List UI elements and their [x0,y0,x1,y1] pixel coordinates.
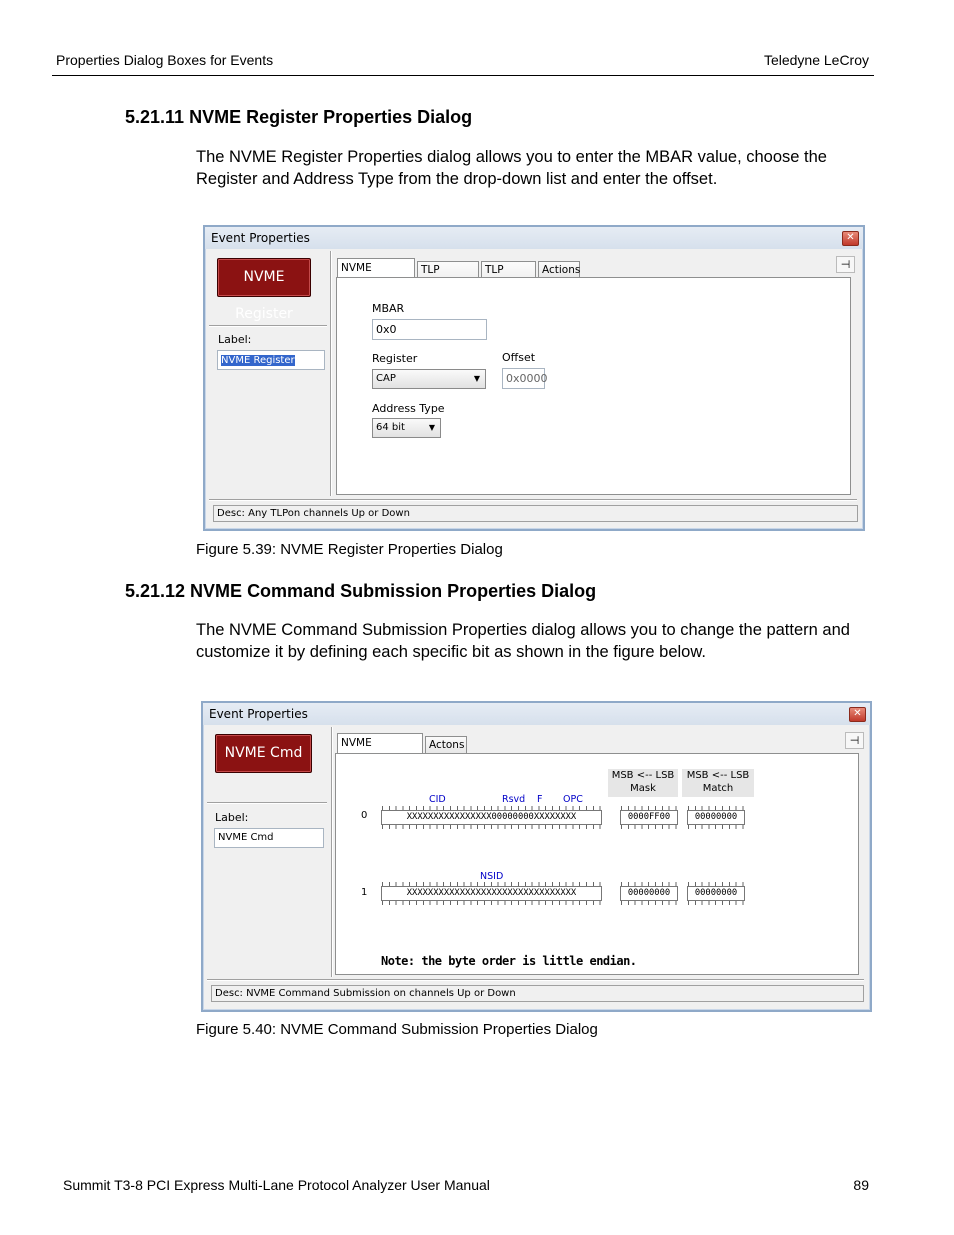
mask-bits-row1[interactable]: 00000000 [620,886,678,901]
close-icon[interactable]: ✕ [842,231,859,246]
description-bar: Desc: Any TLPon channels Up or Down [213,505,858,522]
field-label-nsid: NSID [480,871,504,882]
paragraph-line: Register and Address Type from the drop-down list and enter the offset. [196,170,718,188]
match-bits-row1[interactable]: 00000000 [687,886,745,901]
bit-ticks [621,825,677,829]
label-caption: Label: [218,333,252,346]
bit-ticks [621,901,677,905]
pin-icon[interactable]: ⊣ [836,256,855,273]
mask-bits-row0[interactable]: 0000FF00 [620,810,678,825]
field-label-f: F [537,794,543,805]
footer-page-number: 89 [853,1177,869,1193]
mask-header-line1: MSB <-- LSB [611,770,675,781]
description-bar: Desc: NVME Command Submission on channels Up or Down [211,985,864,1002]
label-input[interactable]: NVME Cmd [214,828,324,848]
address-type-select-value: 64 bit [376,422,405,433]
tab-panel [336,277,851,495]
bit-ticks [382,825,601,829]
match-header-line2: Match [702,783,734,794]
match-column-header [682,769,754,797]
event-properties-dialog-command [201,701,872,1012]
divider [207,802,327,804]
figure-caption-command: Figure 5.40: NVME Command Submission Properties Dialog [196,1021,598,1038]
address-type-select[interactable] [372,418,441,438]
divider [209,325,327,327]
bit-ticks [382,901,601,905]
paragraph-line: customize it by defining each specific bit as shown in the figure below. [196,643,706,661]
figure-caption-register: Figure 5.39: NVME Register Properties Dialog [196,541,503,558]
vertical-divider [330,251,332,496]
tab-nvme-command[interactable]: NVME [337,733,423,754]
pin-icon[interactable]: ⊣ [845,732,864,749]
tab-actions[interactable]: Actons [425,736,467,753]
label-caption: Label: [215,811,249,824]
section-paragraph-command [196,619,886,663]
mask-header-line2: Mask [630,783,656,794]
chevron-down-icon: ▼ [473,374,480,383]
dialog-title: Event Properties [205,227,863,249]
field-label-opc: OPC [563,794,583,805]
tab-actions[interactable]: Actions [538,261,580,278]
tab-tlp-header[interactable]: TLP [417,261,479,294]
page-header-left: Properties Dialog Boxes for Events [56,52,274,68]
footer-manual-title: Summit T3-8 PCI Express Multi-Lane Protocol Analyzer User Manual [63,1177,490,1193]
field-label-rsvd: Rsvd [502,794,526,805]
address-type-label: Address Type [372,402,445,415]
pattern-bits-row1[interactable]: XXXXXXXXXXXXXXXXXXXXXXXXXXXXXXXX [381,886,602,901]
bit-ticks [688,901,744,905]
row-index: 0 [361,810,368,821]
register-label: Register [372,352,418,365]
label-input[interactable] [217,350,325,370]
paragraph-line: The NVME Register Properties dialog allows you to enter the MBAR value, choose the [196,148,827,166]
row-index: 1 [361,887,368,898]
label-input-value: NVME Register [221,355,295,366]
chevron-down-icon: ▼ [428,423,435,432]
mask-column-header [608,769,678,797]
section-heading-register: 5.21.11 NVME Register Properties Dialog [125,107,473,127]
section-paragraph-register [196,146,886,190]
section-heading-command: 5.21.12 NVME Command Submission Properties Dialog [125,581,597,601]
offset-input[interactable]: 0x0000 [502,368,545,389]
mbar-input[interactable]: 0x0 [372,319,487,340]
event-type-button[interactable]: NVME Register [217,258,311,297]
mbar-label: MBAR [372,302,405,315]
vertical-divider [331,727,333,977]
header-rule [52,75,874,76]
pattern-bits-row0[interactable]: XXXXXXXXXXXXXXXX00000000XXXXXXXX [381,810,602,825]
bit-ticks [688,825,744,829]
tab-panel [335,753,859,975]
register-select-value: CAP [376,373,396,384]
paragraph-line: The NVME Command Submission Properties dialog allows you to change the pattern and [196,621,850,639]
dialog-title: Event Properties [203,703,870,725]
match-bits-row0[interactable]: 00000000 [687,810,745,825]
event-properties-dialog-register [203,225,865,531]
page-header-right: Teledyne LeCroy [763,52,869,68]
match-header-line1: MSB <-- LSB [686,770,750,781]
close-icon[interactable]: ✕ [849,707,866,722]
event-type-button[interactable]: NVME Cmd [215,734,312,773]
field-label-cid: CID [429,794,446,805]
tab-tlp-prefix[interactable]: TLP [481,261,536,294]
divider [207,979,864,981]
divider [209,499,857,501]
register-select[interactable] [372,369,486,389]
offset-label: Offset [502,351,536,364]
tab-nvme-register[interactable]: NVME [337,258,415,279]
byte-order-note: Note: the byte order is little endian. [381,954,637,968]
